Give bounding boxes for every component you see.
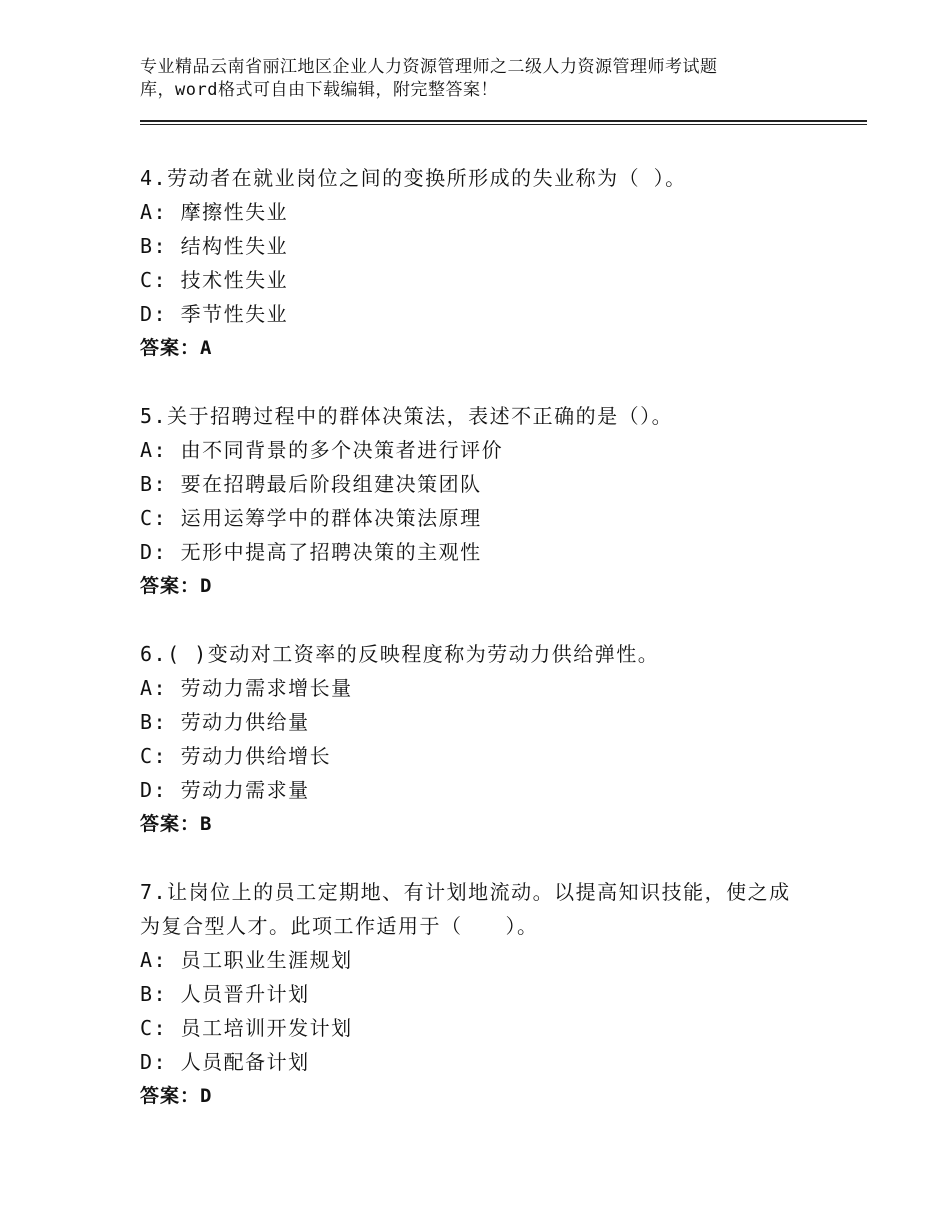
answer-label: 答案：D	[140, 1085, 213, 1107]
option-a: A: 员工职业生涯规划	[140, 948, 353, 972]
question-4	[140, 161, 840, 365]
question-list	[140, 161, 840, 1147]
document-header	[140, 56, 800, 102]
header-line-1: 专业精品云南省丽江地区企业人力资源管理师之二级人力资源管理师考试题	[140, 57, 718, 77]
option-b: B: 人员晋升计划	[140, 982, 310, 1006]
question-text: 5.关于招聘过程中的群体决策法，表述不正确的是（）。	[140, 404, 674, 428]
option-a: A: 劳动力需求增长量	[140, 676, 353, 700]
question-text-line-1: 7.让岗位上的员工定期地、有计划地流动。以提高知识技能，使之成	[140, 880, 791, 904]
option-d: D: 人员配备计划	[140, 1050, 310, 1074]
question-text: 4.劳动者在就业岗位之间的变换所形成的失业称为（ ）。	[140, 166, 687, 190]
question-text-line-2: 为复合型人才。此项工作适用于（ ）。	[140, 914, 539, 938]
question-7	[140, 875, 840, 1113]
option-d: D: 季节性失业	[140, 302, 289, 326]
header-line-2: 库，word格式可自由下载编辑，附完整答案！	[140, 80, 498, 100]
header-divider-thin	[140, 124, 867, 125]
option-c: C: 运用运筹学中的群体决策法原理	[140, 506, 482, 530]
answer-label: 答案：A	[140, 337, 213, 359]
answer-label: 答案：D	[140, 575, 213, 597]
option-b: B: 劳动力供给量	[140, 710, 310, 734]
header-divider-thick	[140, 120, 867, 122]
option-c: C: 技术性失业	[140, 268, 289, 292]
option-a: A: 摩擦性失业	[140, 200, 289, 224]
option-b: B: 要在招聘最后阶段组建决策团队	[140, 472, 482, 496]
option-c: C: 劳动力供给增长	[140, 744, 332, 768]
question-text: 6.( )变动对工资率的反映程度称为劳动力供给弹性。	[140, 642, 660, 666]
option-d: D: 无形中提高了招聘决策的主观性	[140, 540, 482, 564]
option-d: D: 劳动力需求量	[140, 778, 310, 802]
question-5	[140, 399, 840, 603]
option-b: B: 结构性失业	[140, 234, 289, 258]
answer-label: 答案：B	[140, 813, 213, 835]
option-c: C: 员工培训开发计划	[140, 1016, 353, 1040]
option-a: A: 由不同背景的多个决策者进行评价	[140, 438, 504, 462]
question-6	[140, 637, 840, 841]
